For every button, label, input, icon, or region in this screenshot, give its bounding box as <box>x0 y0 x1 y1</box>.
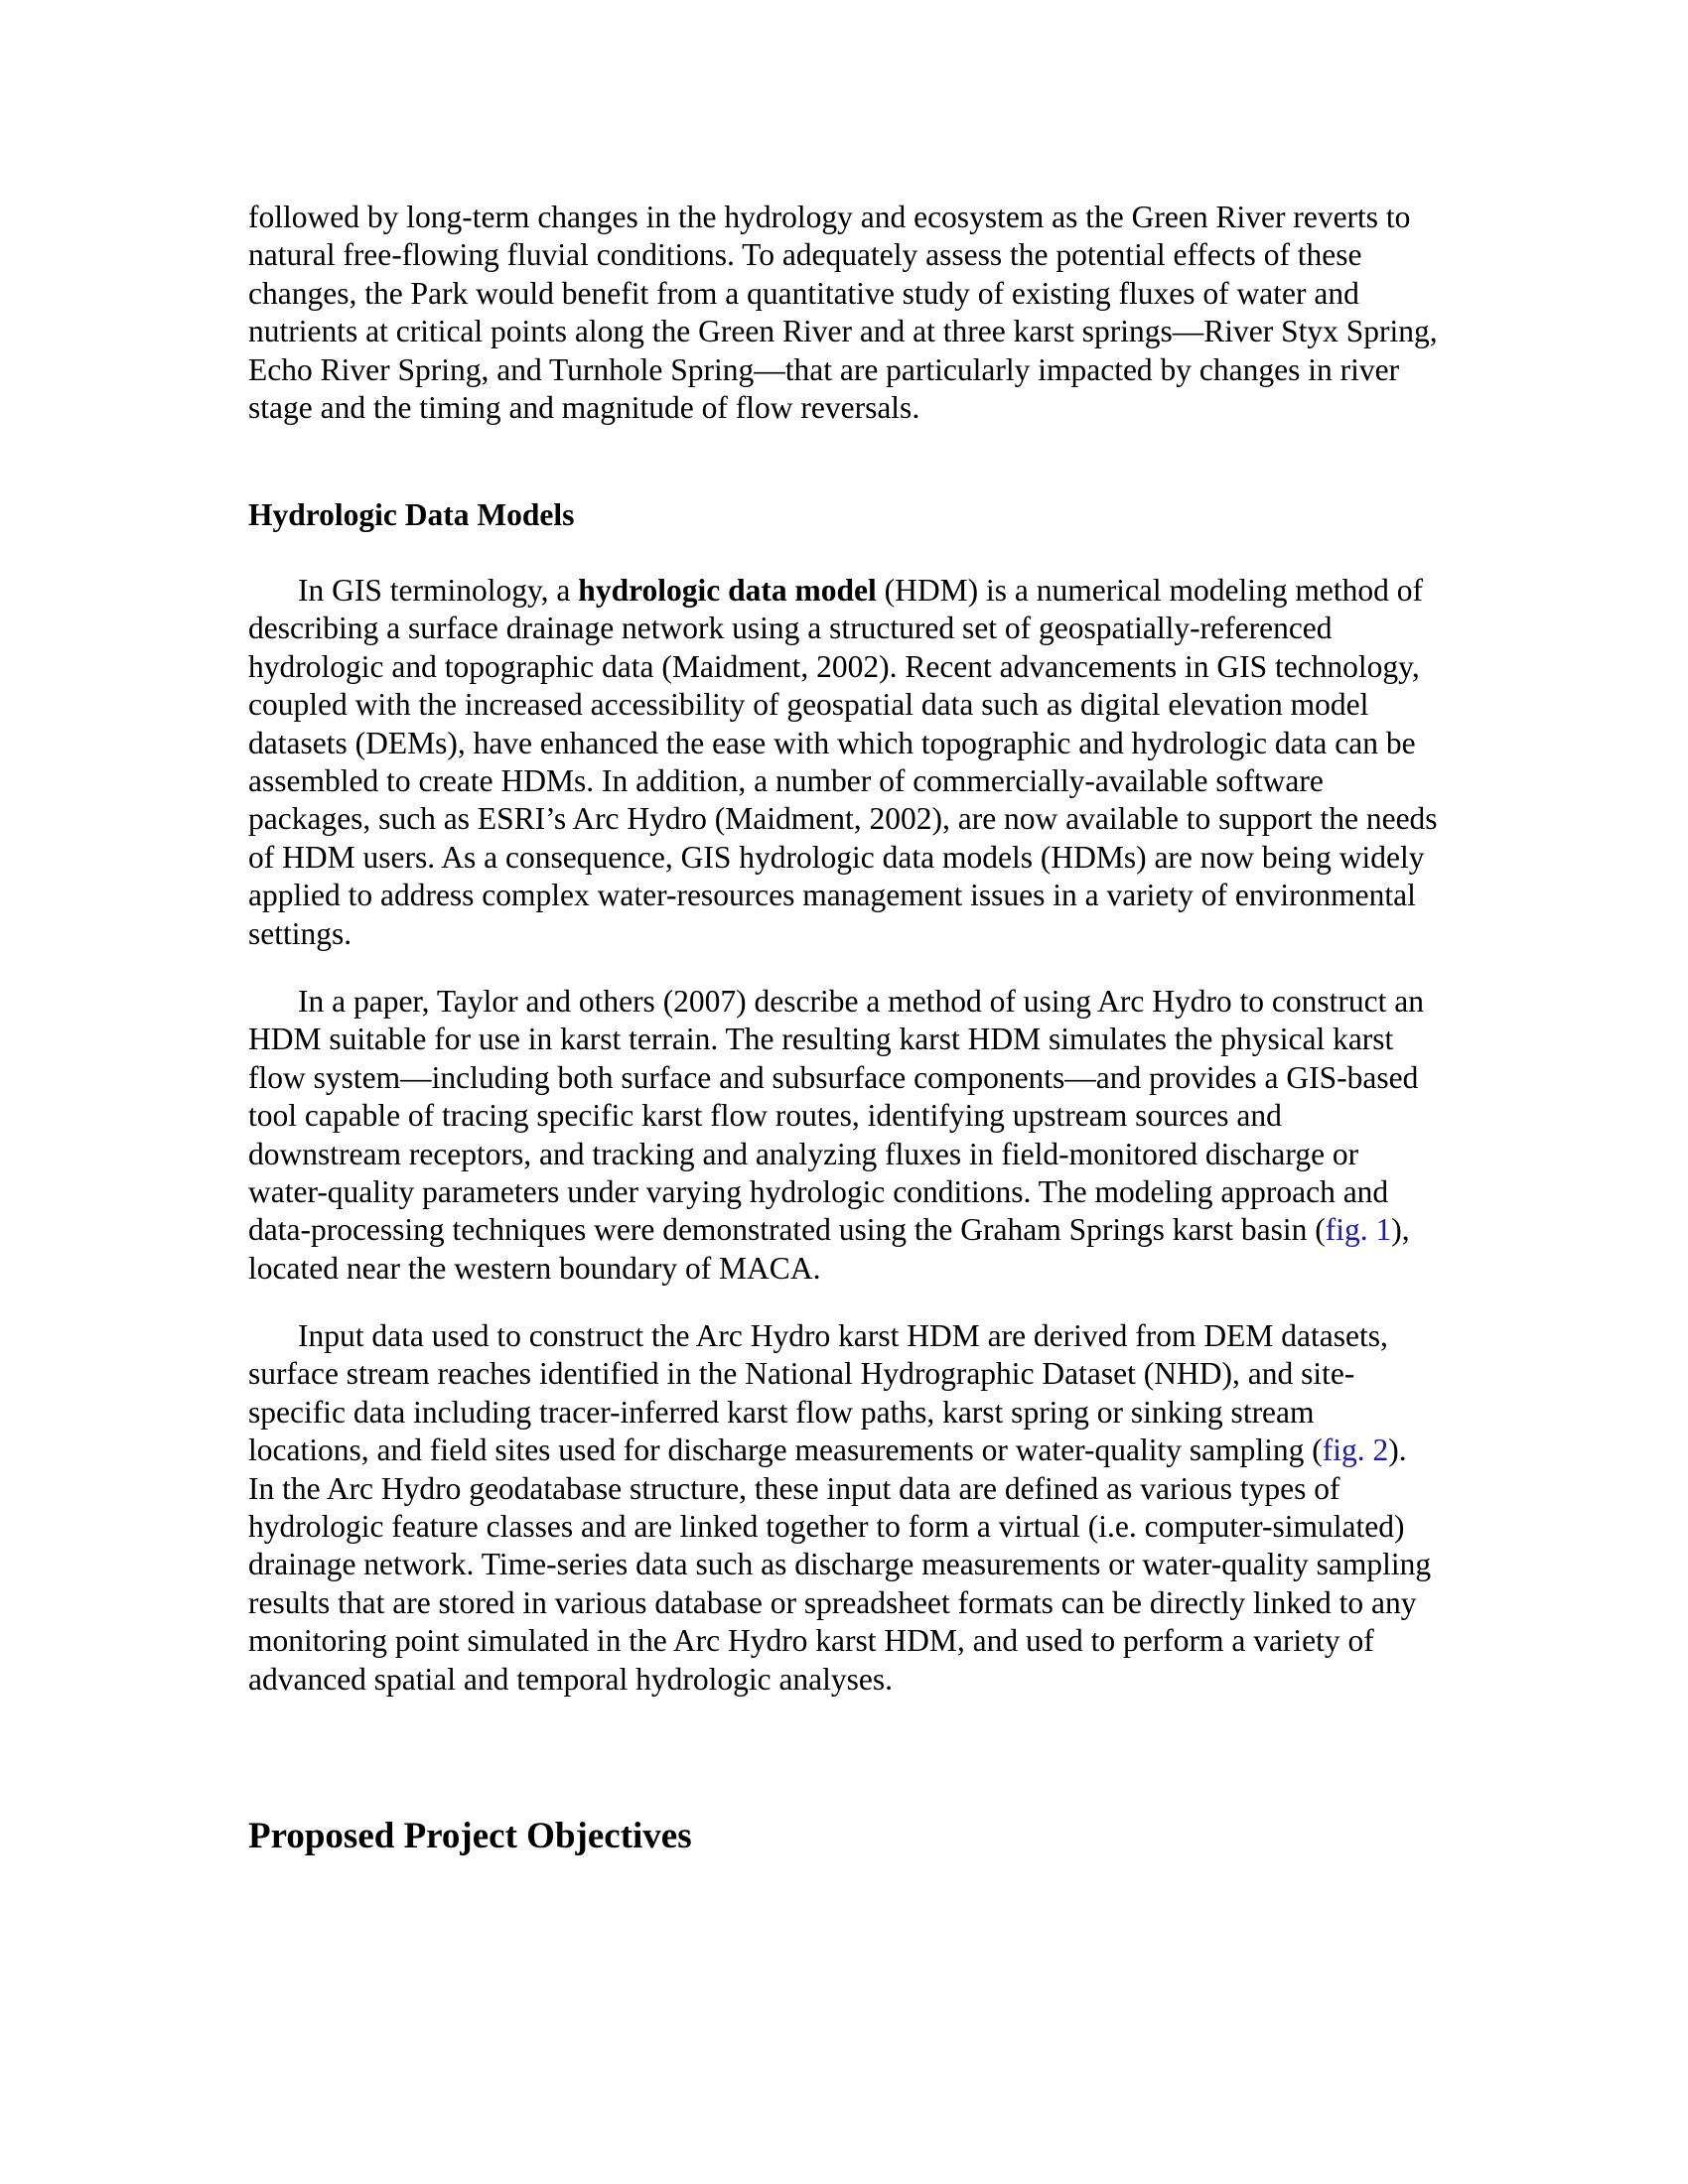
hdm-p3-text-after: ). In the Arc Hydro geodatabase structure, these input data are defined as various types of hydrologic feature classes and are linked together to form a virtual (i.e. computer-simulated) drainage network. Time-series data such as discharge measurements or water-quality sampling results that are stored in various database or spreadsheet formats can be directly linked to any monitoring point simulated in the Arc Hydro karst HDM, and used to perform a variety of advanced spatial and temporal hydrologic analyses. <box>248 1433 1432 1697</box>
hdm-paragraph-2-block <box>248 983 1440 1288</box>
hdm-p1-text-after: (HDM) is a numerical modeling method of describing a surface drainage network using a structured set of geospatially-referenced hydrologic and topographic data (Maidment, 2002). Recent advancements in GIS technology, coupled with the increased accessibility of geospatial data such as digital elevation model datasets (DEMs), have enhanced the ease with which topographic and hydrologic data can be assembled to create HDMs. In addition, a number of commercially-available software packages, such as ESRI’s Arc Hydro (Maidment, 2002), are now available to support the needs of HDM users. As a consequence, GIS hydrologic data models (HDMs) are now being widely applied to address complex water-resources management issues in a variety of environmental settings. <box>248 573 1438 951</box>
section-heading-proposed-project-objectives: Proposed Project Objectives <box>248 1816 692 1856</box>
hdm-p2-text-before: In a paper, Taylor and others (2007) describe a method of using Arc Hydro to construct an HDM suitable for use in karst terrain. The resulting karst HDM simulates the physical karst flow system—including both surface and subsurface components—and provides a GIS-based tool capable of tracing specific karst flow routes, identifying upstream sources and downstream receptors, and tracking and analyzing fluxes in field-monitored discharge or water-quality parameters under varying hydrologic conditions. The modeling approach and data-processing techniques were demonstrated using the Graham Springs karst basin ( <box>248 984 1424 1248</box>
intro-paragraph-block <box>248 199 1440 427</box>
objectives-heading-block <box>248 1815 1440 1858</box>
hdm-p1-text-before: In GIS terminology, a <box>298 573 579 608</box>
intro-paragraph: followed by long-term changes in the hydrology and ecosystem as the Green River reverts to natural free-flowing fluvial conditions. To adequately assess the potential effects of these changes, the Park would benefit from a quantitative study of existing fluxes of water and nutrients at critical points along the Green River and at three karst springs—River Styx Spring, Echo River Spring, and Turnhole Spring—that are particularly impacted by changes in river stage and the timing and magnitude of flow reversals. <box>248 200 1438 426</box>
hdm-heading-block <box>248 496 1440 534</box>
hdm-paragraph-1 <box>248 572 1440 953</box>
hdm-paragraph-3 <box>248 1317 1440 1699</box>
hdm-p3-text-before: Input data used to construct the Arc Hydro karst HDM are derived from DEM datasets, surface stream reaches identified in the National Hydrographic Dataset (NHD), and site-specific data including tracer-inferred karst flow paths, karst spring or sinking stream locations, and field sites used for discharge measurements or water-quality sampling ( <box>248 1318 1388 1468</box>
section-heading-hydrologic-data-models: Hydrologic Data Models <box>248 497 575 532</box>
term-hydrologic-data-model: hydrologic data model <box>578 573 877 608</box>
hdm-paragraph-2 <box>248 983 1440 1288</box>
hdm-paragraph-1-block <box>248 572 1440 953</box>
figure-1-link[interactable]: fig. 1 <box>1325 1212 1392 1248</box>
hdm-paragraph-3-block <box>248 1317 1440 1699</box>
hdm-p2-text-after: ), located near the western boundary of MACA. <box>248 1212 1410 1286</box>
figure-2-link[interactable]: fig. 2 <box>1322 1433 1389 1468</box>
